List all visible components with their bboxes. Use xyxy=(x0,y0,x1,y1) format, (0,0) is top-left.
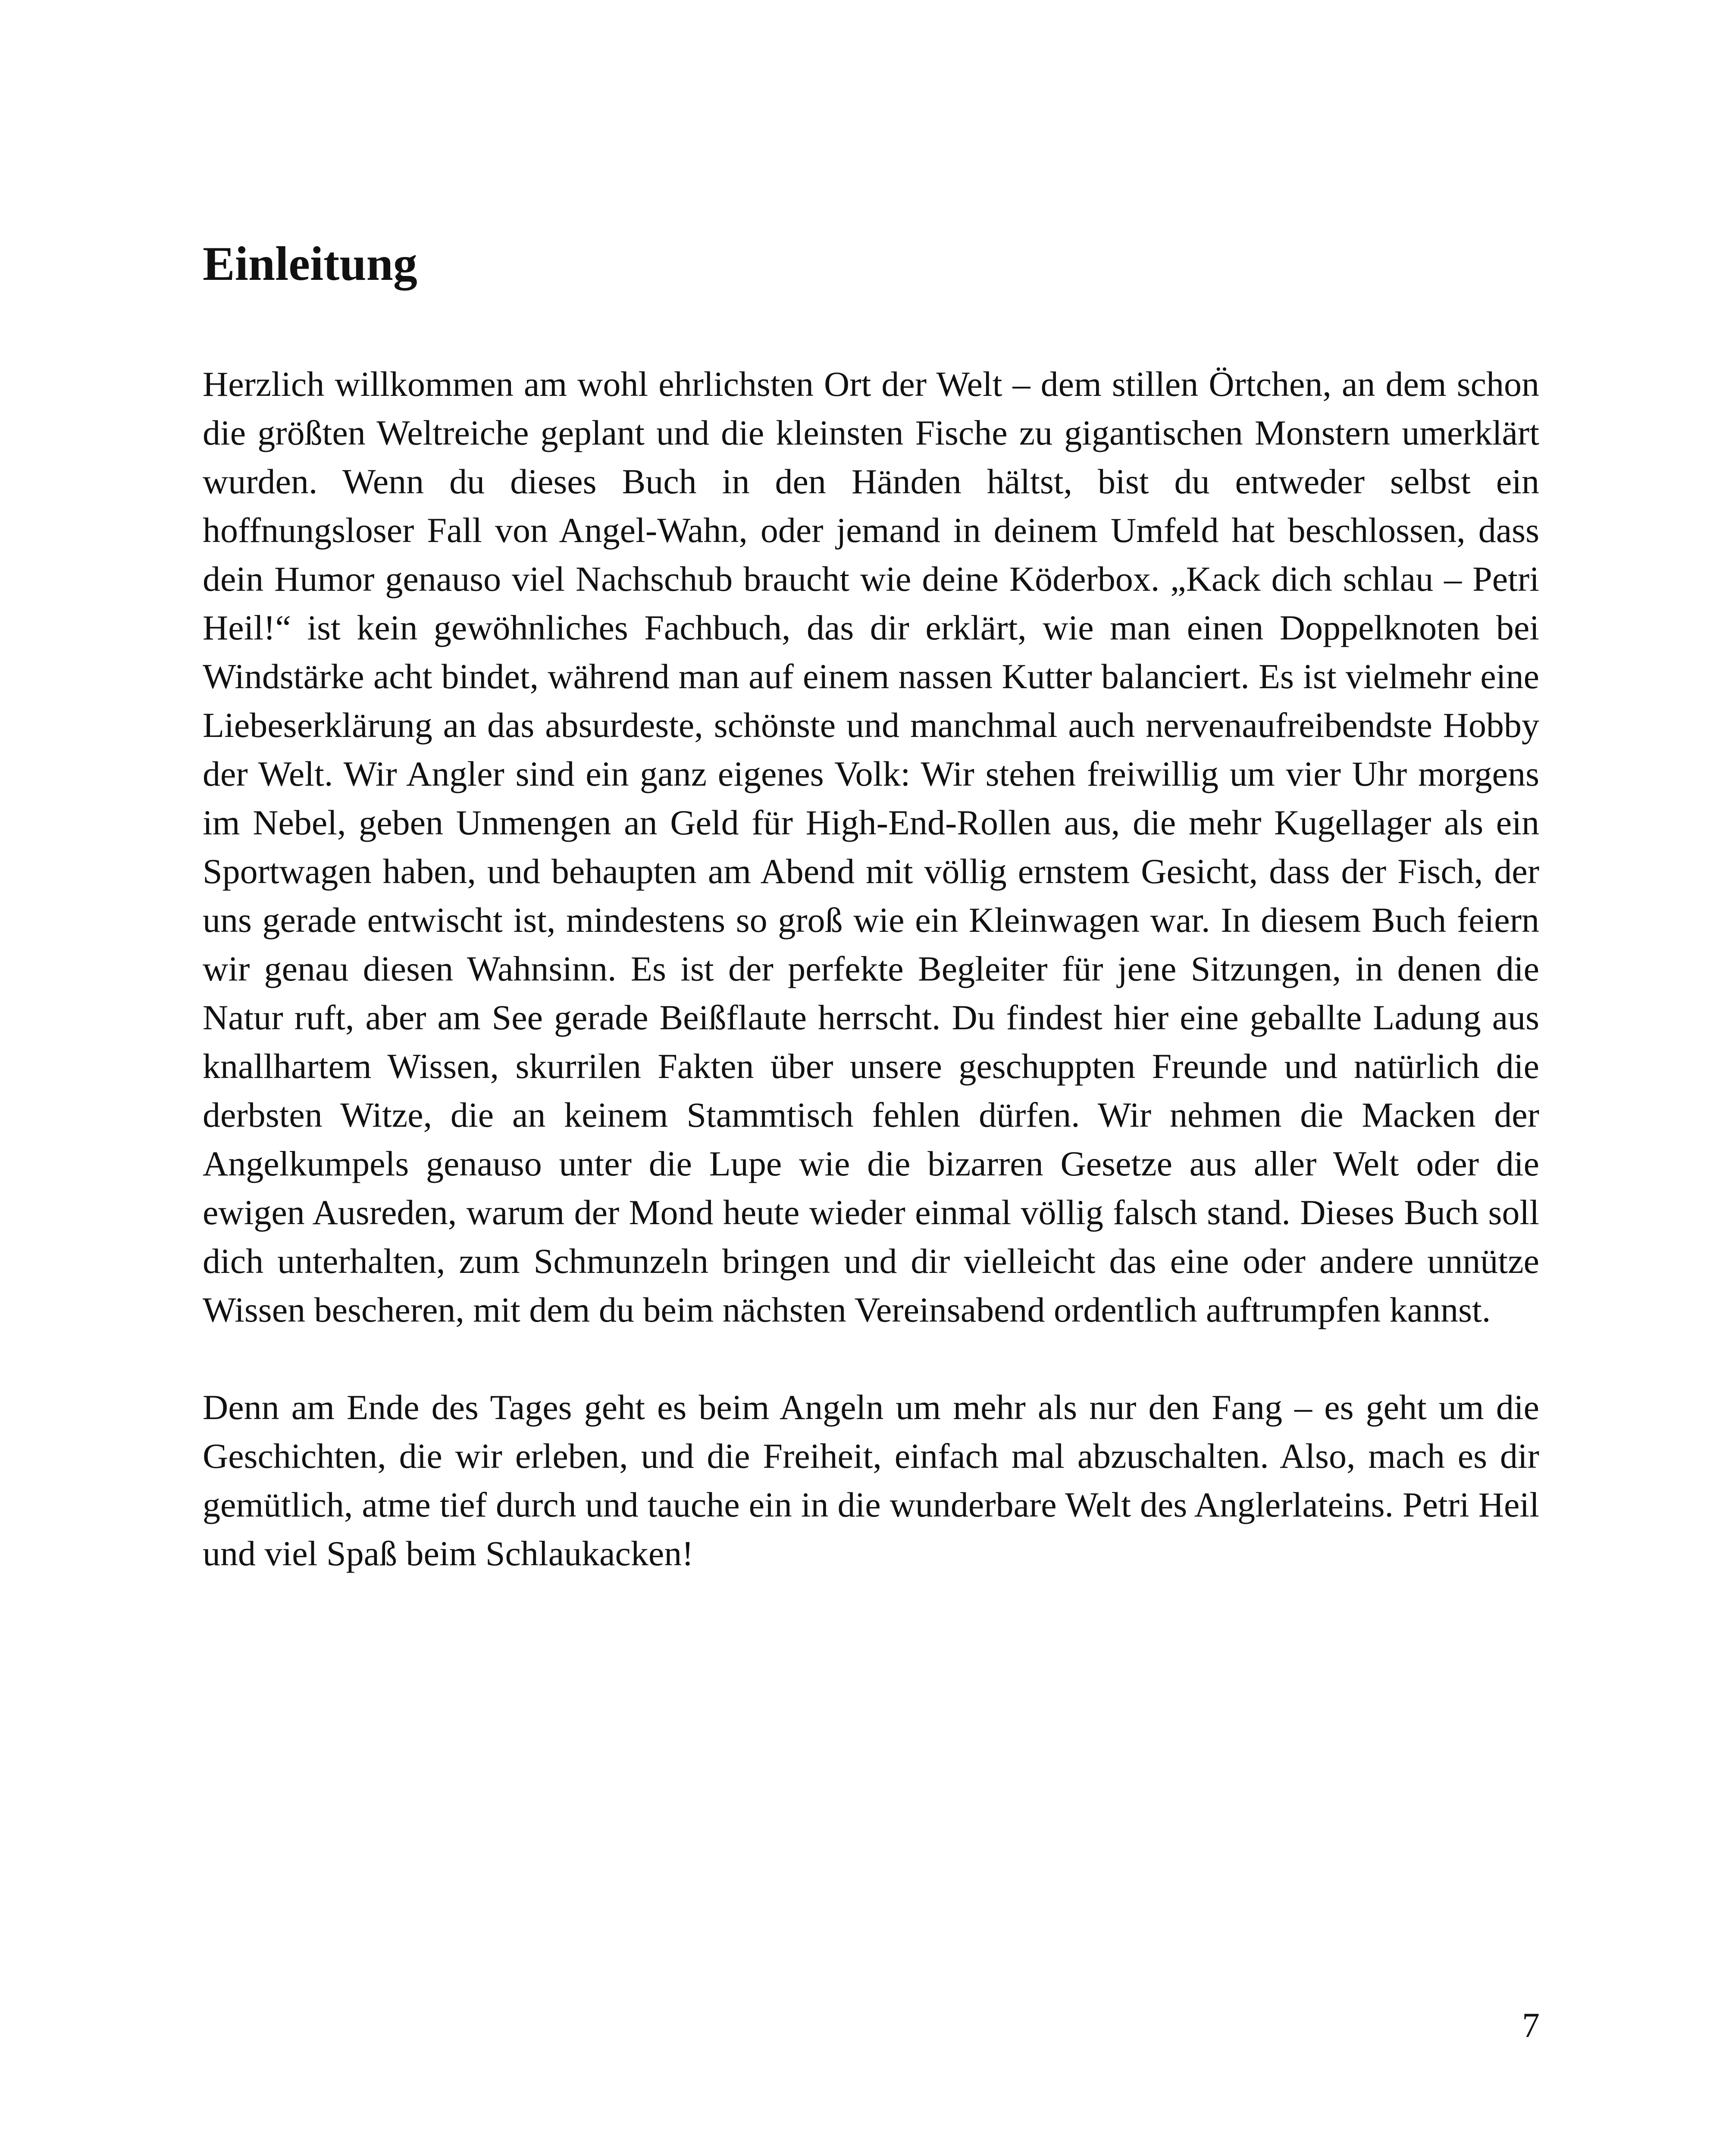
chapter-heading: Einleitung xyxy=(203,237,417,291)
page-content xyxy=(203,235,1539,1578)
page-number: 7 xyxy=(1522,2006,1540,2045)
body-paragraph: Denn am Ende des Tages geht es beim Angeln um mehr als nur den Fang – es geht um die Geschichten, die wir erleben, und die Freiheit, einfach mal abzuschalten. Also, mach es dir gemütlich, atme tief durch und tauche ein in die wunderbare Welt des Anglerlateins. Petri Heil und viel Spaß beim Schlaukacken! xyxy=(203,1388,1539,1573)
body-paragraph: Herzlich willkommen am wohl ehrlichsten Ort der Welt – dem stillen Örtchen, an dem schon die größten Weltreiche geplant und die kleinsten Fische zu gigantischen Monstern umerklärt wurden. Wenn du dieses Buch in den Händen hältst, bist du entweder selbst ein hoffnungsloser Fall von Angel-Wahn, oder jemand in deinem Umfeld hat beschlossen, dass dein Humor genauso viel Nachschub braucht wie deine Köderbox. „Kack dich schlau – Petri Heil!“ ist kein gewöhnliches Fachbuch, das dir erklärt, wie man einen Doppelknoten bei Windstärke acht bindet, während man auf einem nassen Kutter balanciert. Es ist vielmehr eine Liebeserklärung an das absurdeste, schönste und manchmal auch nervenaufreibendste Hobby der Welt. Wir Angler sind ein ganz eigenes Volk: Wir stehen freiwillig um vier Uhr morgens im Nebel, geben Unmengen an Geld für High-End-Rollen aus, die mehr Kugellager als ein Sportwagen haben, und behaupten am Abend mit völlig ernstem Gesicht, dass der Fisch, der uns gerade entwischt ist, mindestens so groß wie ein Kleinwagen war. In diesem Buch feiern wir genau diesen Wahnsinn. Es ist der perfekte Begleiter für jene Sitzungen, in denen die Natur ruft, aber am See gerade Beißflaute herrscht. Du findest hier eine geballte Ladung aus knallhartem Wissen, skurrilen Fakten über unsere geschuppten Freunde und natürlich die derbsten Witze, die an keinem Stammtisch fehlen dürfen. Wir nehmen die Macken der Angelkumpels genauso unter die Lupe wie die bizarren Gesetze aus aller Welt oder die ewigen Ausreden, warum der Mond heute wieder einmal völlig falsch stand. Dieses Buch soll dich unterhalten, zum Schmunzeln bringen und dir vielleicht das eine oder andere unnütze Wissen bescheren, mit dem du beim nächsten Vereinsabend ordentlich auftrumpfen kannst. xyxy=(203,364,1539,1330)
